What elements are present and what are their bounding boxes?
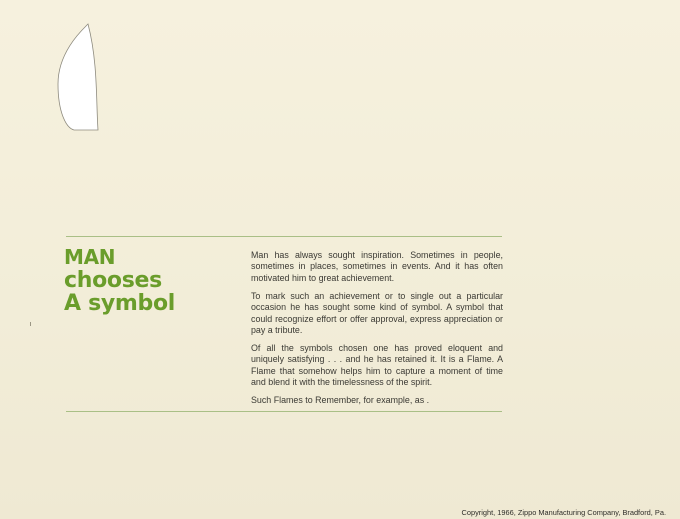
headline-line-2: chooses [64, 268, 162, 293]
body-copy [251, 250, 503, 413]
paragraph-1: Man has always sought inspiration. Sometimes in people, sometimes in places, sometimes in events. And it has often motivated him to great achievement. [251, 250, 503, 283]
headline [64, 246, 224, 315]
margin-mark [30, 322, 31, 326]
bottom-divider [66, 411, 502, 412]
paragraph-2: To mark such an achievement or to single out a particular occasion he has sought some kind of symbol. A symbol that could recognize effort or offer approval, express appreciation or pay a tribute. [251, 290, 503, 335]
headline-line-1: MAN [64, 245, 116, 269]
top-divider [66, 236, 502, 237]
flame-cutout-shape [52, 22, 100, 132]
paragraph-3: Of all the symbols chosen one has proved eloquent and uniquely satisfying . . . and he has retained it. It is a Flame. A Flame that somehow helps him to capture a moment of time and blend it with the timelessness of the spirit. [251, 342, 503, 388]
paragraph-4: Such Flames to Remember, for example, as . [251, 394, 430, 405]
headline-line-3: A symbol [64, 291, 176, 316]
copyright-notice: Copyright, 1966, Zippo Manufacturing Company, Bradford, Pa. [461, 508, 666, 517]
